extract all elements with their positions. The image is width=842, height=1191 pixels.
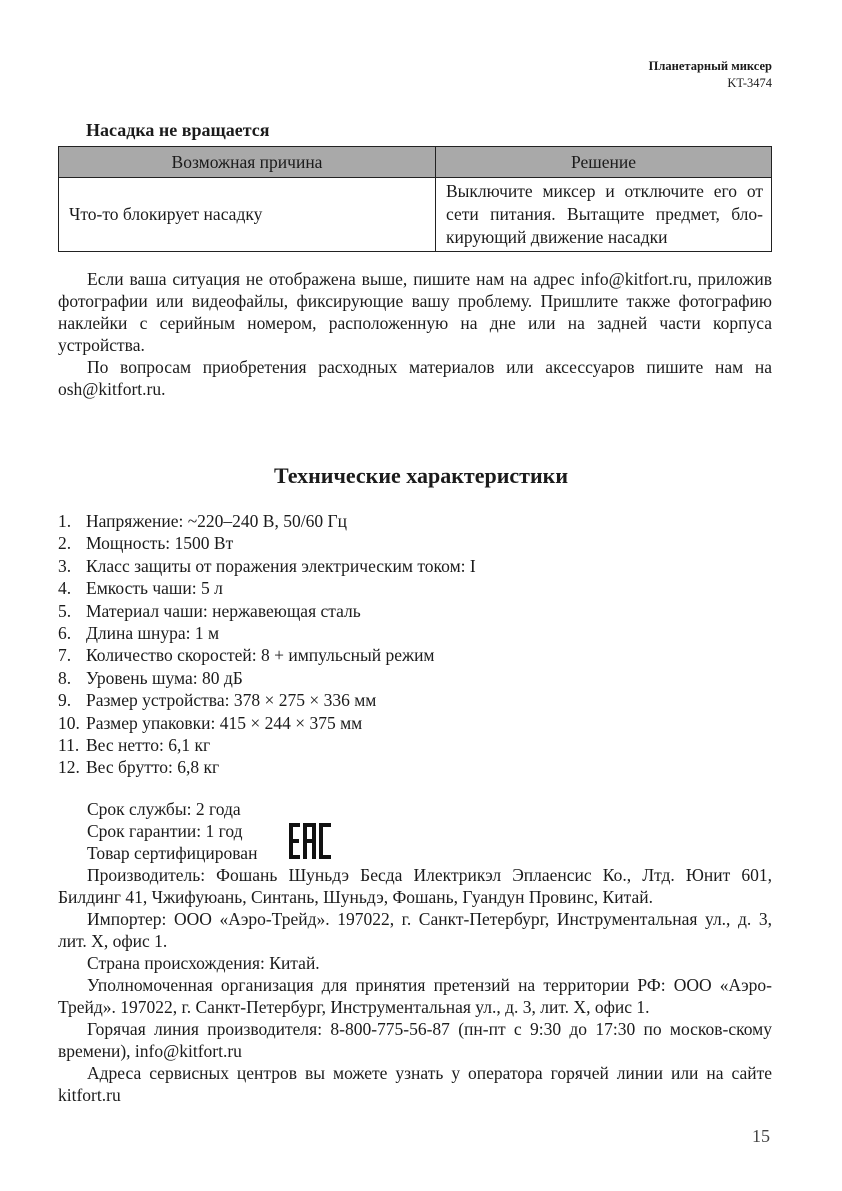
origin-paragraph: Страна происхождения: Китай.	[87, 953, 320, 973]
list-number: 1.	[58, 511, 72, 531]
list-number: 12.	[58, 757, 80, 778]
list-text: Класс защиты от поражения электрическим током: I	[86, 555, 476, 576]
page-header	[649, 58, 772, 92]
list-number: 4.	[58, 578, 72, 599]
service-centers-paragraph: Адреса сервисных центров вы можете узнать у оператора горячей линии или на сайте kitfort.ru	[58, 1063, 772, 1105]
list-text: Уровень шума: 80 дБ	[86, 667, 243, 688]
list-item	[58, 555, 476, 577]
terms-block	[87, 798, 257, 864]
cause-cell: Что-то блокирует насадку	[59, 178, 436, 252]
manufacturer-paragraph: Производитель: Фошань Шуньдэ Беcда Илектрикэл Эплаенсис Ко., Лтд. Юнит 601, Билдинг 41, Чжифуюань, Синтань, Шуньдэ, Фошань, Гуандун Провинс, Китай.	[58, 865, 772, 907]
importer-paragraph: Импортер: ООО «Аэро-Трейд». 197022, г. Санкт-Петербург, Инструментальная ул., д. 3, лит. Х, офис 1.	[58, 909, 772, 951]
column-header-solution: Решение	[436, 147, 772, 178]
eac-certification-icon	[288, 822, 332, 860]
certification-note: Товар сертифицирован	[87, 843, 258, 863]
contact-paragraph: Если ваша ситуация не отображена выше, пишите нам на адрес info@kitfort.ru, приложив фотографии или видеофайлы, фиксирующие вашу проблему. Пришлите также фотографию наклейки с серийным номером, расположенную на дне или на задней части корпуса устройства.	[58, 269, 772, 355]
list-text: Мощность: 1500 Вт	[86, 533, 234, 554]
list-text: Длина шнура: 1 м	[86, 623, 220, 644]
specs-title: Технические характеристики	[273, 463, 569, 488]
list-text: Размер упаковки: 415 × 244 × 375 мм	[86, 712, 363, 733]
table-header-row	[59, 147, 772, 178]
page-number: 15	[752, 1126, 770, 1146]
list-item	[58, 689, 476, 711]
list-item	[58, 756, 476, 778]
troubleshooting-table	[58, 146, 772, 252]
list-item	[58, 532, 476, 554]
list-text: Напряжение: ~220–240 В, 50/60 Гц	[86, 511, 347, 531]
list-item	[58, 734, 476, 756]
list-text: Размер устройства: 378 × 275 × 336 мм	[86, 690, 377, 711]
list-item	[58, 577, 476, 599]
list-text: Емкость чаши: 5 л	[86, 578, 223, 599]
list-number: 11.	[58, 735, 80, 756]
authorized-org-paragraph: Уполномоченная организация для принятия претензий на территории РФ: ООО «Аэро-Трейд». 197022, г. Санкт-Петербург, Инструментальная ул., д. 3, лит. Х, офис 1.	[58, 975, 772, 1017]
list-number: 8.	[58, 667, 72, 688]
list-text: Материал чаши: нержавеющая сталь	[86, 600, 361, 621]
list-item	[58, 600, 476, 622]
list-item	[58, 510, 476, 532]
list-item	[58, 667, 476, 689]
list-text: Вес нетто: 6,1 кг	[86, 735, 211, 756]
product-name: Планетарный миксер	[648, 59, 772, 73]
list-number: 2.	[58, 533, 72, 554]
troubleshooting-title: Насадка не вращается	[86, 120, 270, 140]
contact-paragraph: По вопросам приобретения расходных материалов или аксессуаров пишите нам на osh@kitfort.ru.	[58, 357, 772, 399]
hotline-paragraph: Горячая линия производителя: 8-800-775-56-87 (пн-пт с 9:30 до 17:30 по москов-скому времени), info@kitfort.ru	[58, 1019, 772, 1061]
column-header-cause: Возможная причина	[59, 147, 436, 178]
service-life: Срок службы: 2 года	[87, 799, 241, 819]
list-number: 7.	[58, 645, 72, 666]
list-item	[58, 712, 476, 734]
specs-list	[58, 510, 476, 779]
warranty-period: Срок гарантии: 1 год	[87, 821, 243, 841]
list-number: 5.	[58, 600, 72, 621]
list-number: 6.	[58, 623, 72, 644]
list-item	[58, 644, 476, 666]
list-text: Количество скоростей: 8 + импульсный режим	[86, 645, 435, 666]
table-row	[59, 178, 772, 252]
list-number: 10.	[58, 712, 80, 733]
list-text: Вес брутто: 6,8 кг	[86, 757, 220, 778]
manufacturer-info	[58, 864, 772, 1106]
list-number: 9.	[58, 690, 72, 711]
list-number: 3.	[58, 555, 72, 576]
contact-section	[58, 268, 772, 400]
list-item	[58, 622, 476, 644]
model-number: KT-3474	[727, 76, 772, 90]
solution-cell: Выключите миксер и отключите его от сети питания. Вытащите предмет, бло-кирующий движение насадки	[436, 178, 772, 252]
